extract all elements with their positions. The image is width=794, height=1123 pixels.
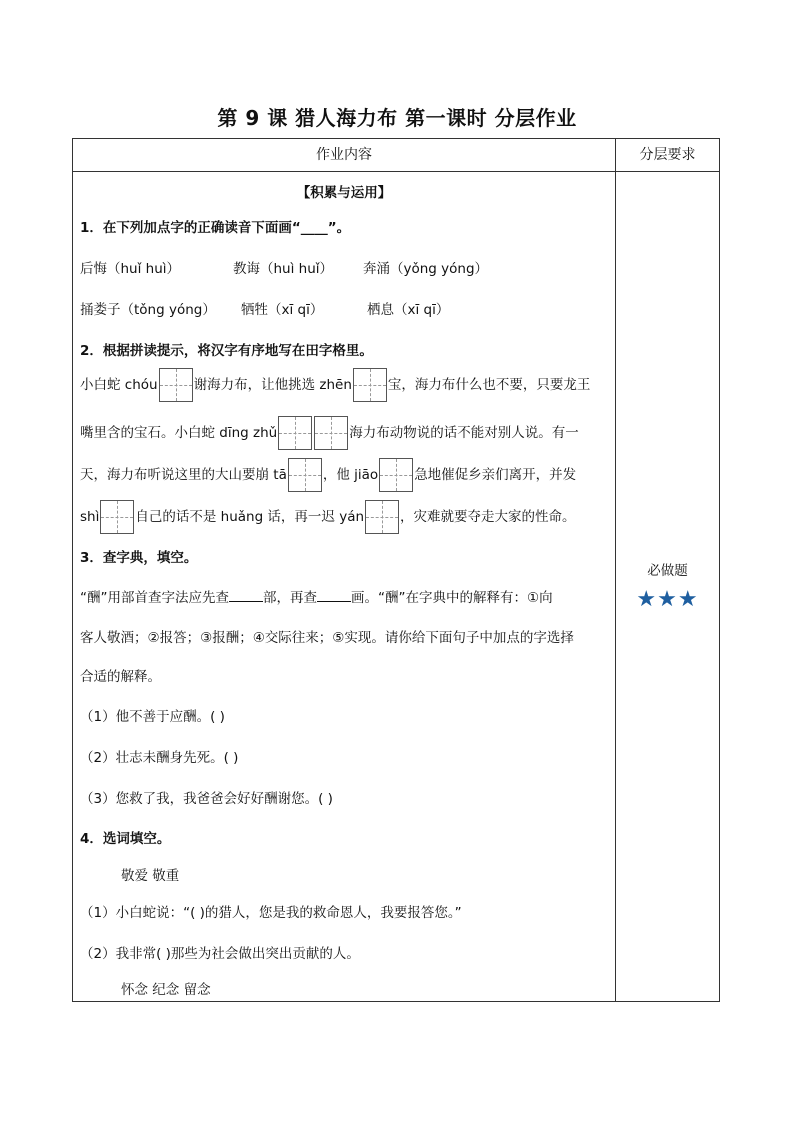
tianzige-box[interactable] bbox=[100, 500, 134, 534]
q3-paragraph bbox=[80, 586, 553, 606]
q2-text: 自己的话不是 huǎng 话，再一迟 yán bbox=[135, 509, 365, 525]
q2-text: 嘴里含的宝石。小白蛇 dīng zhǔ bbox=[80, 425, 278, 441]
q3-paragraph-2: 客人敬酒；②报答；③报酬；④交际往来；⑤实现。请你给下面句子中加点的字选择 bbox=[80, 630, 574, 646]
column-divider bbox=[615, 171, 616, 1001]
q3-sentence-3: （3）您救了我，我爸爸会好好酬谢您。( ) bbox=[80, 791, 333, 807]
q2-text: 小白蛇 chóu bbox=[80, 377, 158, 393]
q1-item: 牺牲（xī qī） bbox=[241, 302, 324, 318]
q3-sentence-2: （2）壮志未酬身先死。( ) bbox=[80, 750, 239, 766]
q4-word-choices-2: 怀念 纪念 留念 bbox=[121, 982, 211, 998]
page-title: 第 9 课 猎人海力布 第一课时 分层作业 bbox=[217, 106, 577, 130]
q3-paragraph-3: 合适的解释。 bbox=[80, 669, 161, 685]
header-content-label: 作业内容 bbox=[73, 139, 616, 171]
tianzige-box[interactable] bbox=[288, 458, 322, 492]
q4-sentence-2: （2）我非常( )那些为社会做出突出贡献的人。 bbox=[80, 946, 360, 962]
q3-text: 部，再查 bbox=[263, 590, 317, 606]
q2-text: 天，海力布听说这里的大山要崩 tā bbox=[80, 467, 287, 483]
q2-title: 2．根据拼读提示，将汉字有序地写在田字格里。 bbox=[80, 343, 373, 359]
requirement-label: 必做题 bbox=[647, 563, 688, 579]
fill-blank[interactable] bbox=[229, 589, 263, 602]
tianzige-box[interactable] bbox=[314, 416, 348, 450]
q1-item: 栖息（xī qī） bbox=[367, 302, 450, 318]
q1-item: 教诲（huì huǐ） bbox=[233, 261, 334, 277]
homework-table bbox=[72, 138, 720, 1002]
q2-line-2 bbox=[80, 416, 579, 450]
q2-line-3 bbox=[80, 458, 576, 492]
q1-item: 捅娄子（tǒng yóng） bbox=[80, 302, 216, 318]
q2-text: ，灾难就要夺走大家的性命。 bbox=[400, 509, 576, 525]
tianzige-box[interactable] bbox=[353, 368, 387, 402]
header-level-label: 分层要求 bbox=[639, 147, 696, 163]
tianzige-box[interactable] bbox=[159, 368, 193, 402]
q2-text: 宝，海力布什么也不要，只要龙王 bbox=[387, 377, 591, 393]
q1-title: 1．在下列加点字的正确读音下面画“____”。 bbox=[80, 220, 351, 236]
q2-text: 急地催促乡亲们离开，并发 bbox=[414, 467, 577, 483]
q3-text: 画。“酬”在字典中的解释有：①向 bbox=[351, 590, 553, 606]
table-header bbox=[73, 139, 719, 172]
q4-title: 4．选词填空。 bbox=[80, 831, 171, 847]
q2-line-4 bbox=[80, 500, 576, 534]
q4-sentence-1: （1）小白蛇说：“( )的猎人，您是我的救命恩人，我要报答您。” bbox=[80, 905, 462, 921]
tianzige-box[interactable] bbox=[379, 458, 413, 492]
q1-item: 奔涌（yǒng yóng） bbox=[363, 261, 489, 277]
section-heading: 【积累与运用】 bbox=[296, 185, 392, 201]
q2-text: shì bbox=[80, 509, 100, 525]
q3-text: “酬”用部首查字法应先查 bbox=[80, 590, 229, 606]
q2-text: 海力布动物说的话不能对别人说。有一 bbox=[349, 425, 579, 441]
homework-content bbox=[73, 172, 615, 1002]
q4-word-choices-1: 敬爱 敬重 bbox=[121, 868, 180, 884]
q2-text: ，他 jiāo bbox=[322, 467, 379, 483]
q1-item: 后悔（huǐ huì） bbox=[80, 261, 181, 277]
q3-sentence-1: （1）他不善于应酬。( ) bbox=[80, 709, 225, 725]
q2-line-1 bbox=[80, 368, 590, 402]
q3-title: 3．查字典，填空。 bbox=[80, 550, 198, 566]
tianzige-box[interactable] bbox=[278, 416, 312, 450]
tianzige-box[interactable] bbox=[365, 500, 399, 534]
q2-text: 谢海力布，让他挑选 zhēn bbox=[193, 377, 352, 393]
difficulty-stars: ★★★ bbox=[636, 587, 699, 612]
fill-blank[interactable] bbox=[317, 589, 351, 602]
